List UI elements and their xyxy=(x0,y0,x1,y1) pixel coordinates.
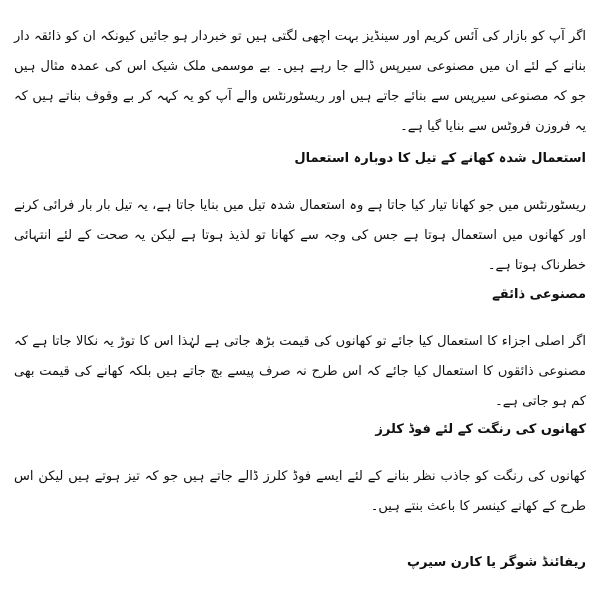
section-heading-used-oil: استعمال شدہ کھانے کے تیل کا دوبارہ استعمال xyxy=(294,151,586,166)
section-body-artificial-flavors: اگر اصلی اجزاء کا استعمال کیا جائے تو کھانوں کی قیمت بڑھ جاتی ہے لہٰذا اس کا توڑ یہ نکالا جاتا ہے کہ مصنوعی ذائقوں کا استعمال کیا جائے کہ اس طرح نہ صرف پیسے بچ جاتے ہیں بلکہ کھانے کی قیمت بھی کم ہو جاتی ہے۔ xyxy=(14,334,586,409)
intro-paragraph: اگر آپ کو بازار کی آئس کریم اور سینڈیز بہت اچھی لگتی ہیں تو خبردار ہو جائیں کیونکہ ان کو ذائقہ دار بنانے کے لئے ان میں مصنوعی سیرپس ڈالے جا رہے ہیں۔ بے موسمی ملک شیک اس کی عمدہ مثال ہیں جو کہ مصنوعی سیرپس سے بنائے جاتے ہیں اور ریسٹورنٹس والے آپ کو یہ کہہ کر بے وقوف بناتے ہیں کہ یہ فروزن فروٹس سے بنایا گیا ہے۔ xyxy=(14,29,586,134)
section-body-used-oil: ریسٹورنٹس میں جو کھانا تیار کیا جاتا ہے وہ استعمال شدہ تیل میں بنایا جاتا ہے، یہ تیل بار بار فرائی کرنے اور کھانوں میں استعمال ہوتا ہے جس کی وجہ سے کھانا تو لذیذ ہوتا ہے لیکن یہ صحت کے لئے انتہائی خطرناک ہوتا ہے۔ xyxy=(14,198,586,273)
section-heading-refined-sugar: ریفائنڈ شوگر یا کارن سیرپ xyxy=(406,555,586,570)
section-heading-food-colors: کھانوں کی رنگت کے لئے فوڈ کلرز xyxy=(375,422,586,437)
section-heading-artificial-flavors: مصنوعی ذائقے xyxy=(492,287,586,302)
section-body-food-colors: کھانوں کی رنگت کو جاذب نظر بنانے کے لئے ایسے فوڈ کلرز ڈالے جاتے ہیں جو کہ تیز ہوتے ہیں لیکن اس طرح کے کھانے کینسر کا باعث بنتے ہیں۔ xyxy=(14,469,586,514)
